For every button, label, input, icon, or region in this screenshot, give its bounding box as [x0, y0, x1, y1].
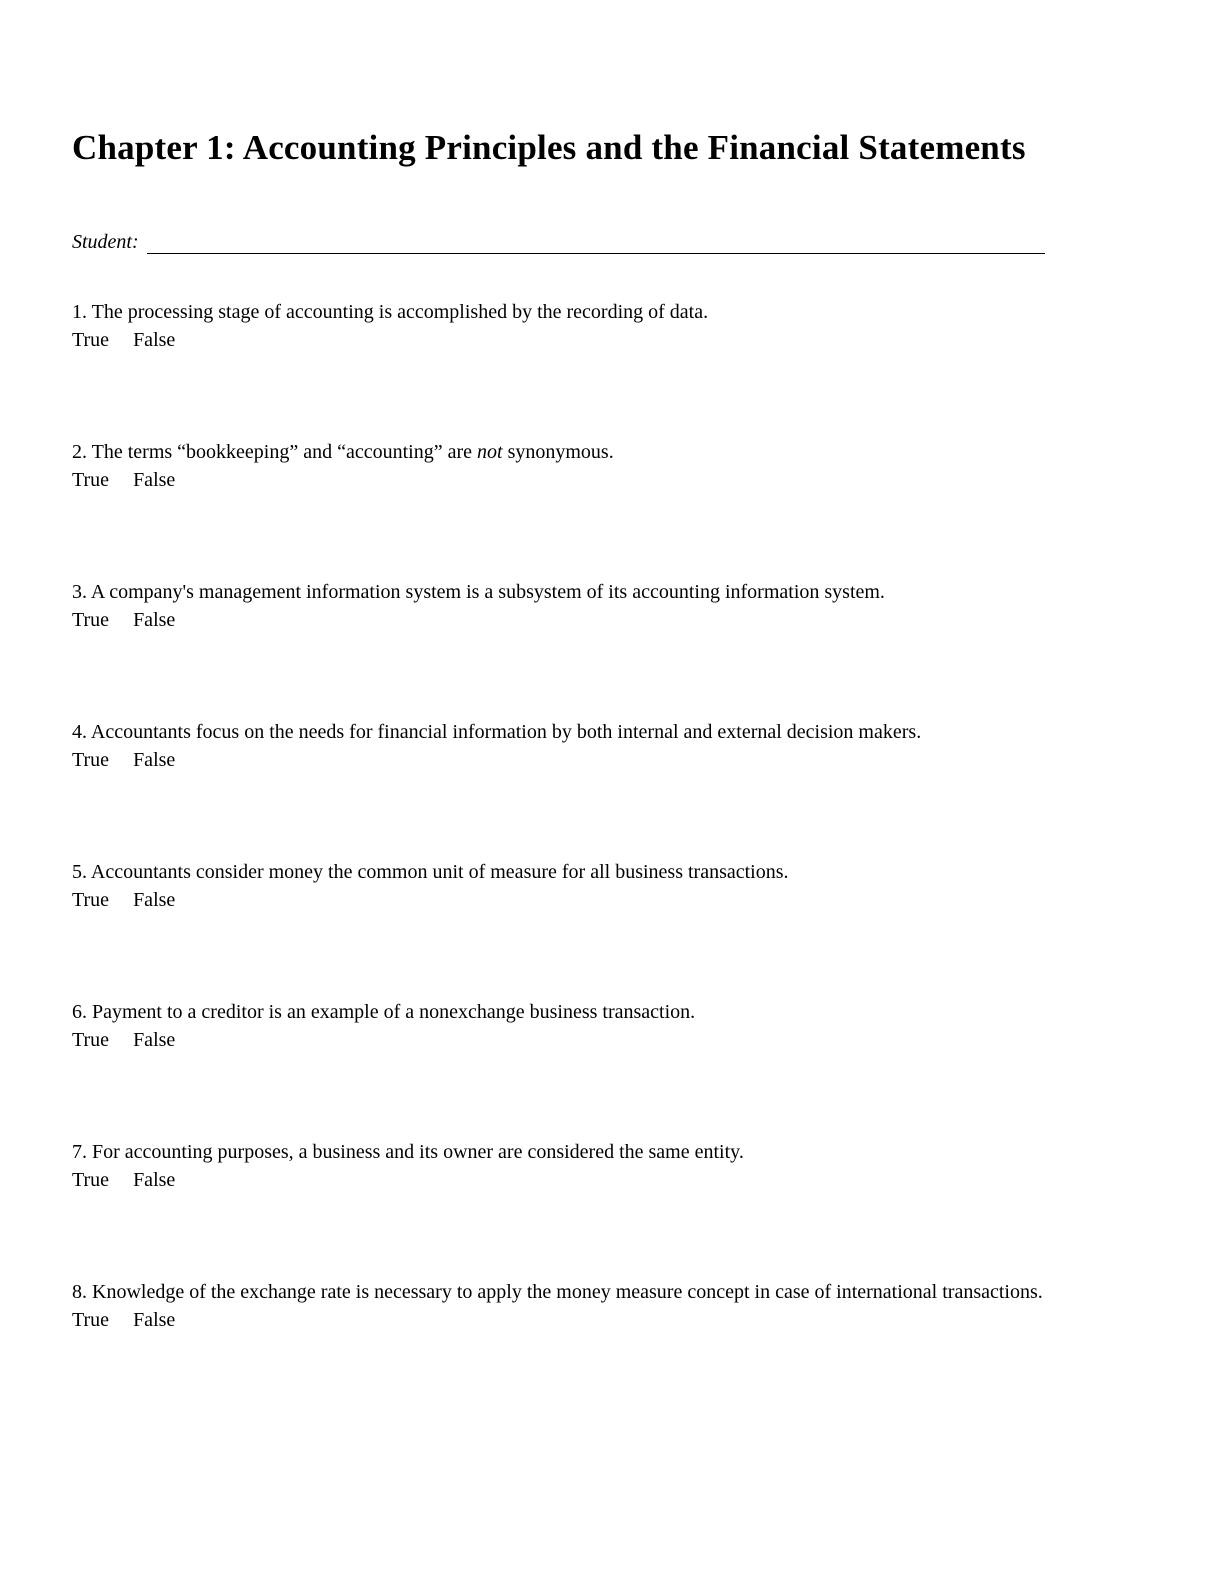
true-option[interactable]: True [72, 1029, 110, 1052]
question-text [72, 1278, 1140, 1306]
question-text [72, 998, 1140, 1026]
false-option[interactable]: False [133, 609, 176, 632]
false-option[interactable]: False [133, 889, 176, 912]
question-text [72, 578, 1140, 606]
question-block [72, 1138, 1140, 1194]
question-text [72, 298, 1140, 326]
false-option[interactable]: False [133, 1309, 176, 1332]
question-block [72, 578, 1140, 634]
question-text-pre: 6. Payment to a creditor is an example of a nonexchange business transaction. [72, 1001, 696, 1024]
question-block [72, 858, 1140, 914]
question-text [72, 858, 1140, 886]
answer-options-row [72, 466, 1140, 494]
true-option[interactable]: True [72, 469, 110, 492]
true-option[interactable]: True [72, 889, 110, 912]
question-text-pre: 8. Knowledge of the exchange rate is necessary to apply the money measure concept in case of international transactions. [72, 1281, 1043, 1304]
question-text [72, 1138, 1140, 1166]
question-text-pre: 7. For accounting purposes, a business and its owner are considered the same entity. [72, 1141, 744, 1164]
question-block [72, 298, 1140, 354]
questions-list [72, 298, 1140, 1334]
true-option[interactable]: True [72, 329, 110, 352]
answer-options-row [72, 606, 1140, 634]
question-text-italic: not [477, 441, 503, 464]
question-block [72, 1278, 1140, 1334]
false-option[interactable]: False [133, 469, 176, 492]
true-option[interactable]: True [72, 1309, 110, 1332]
answer-options-row [72, 746, 1140, 774]
student-label: Student: [72, 231, 139, 254]
true-option[interactable]: True [72, 749, 110, 772]
answer-options-row [72, 326, 1140, 354]
question-text [72, 718, 1140, 746]
page-title: Chapter 1: Accounting Principles and the Financial Statements [72, 128, 1026, 167]
answer-options-row [72, 1026, 1140, 1054]
question-block [72, 718, 1140, 774]
student-name-blank[interactable] [147, 230, 1045, 254]
question-text-post: synonymous. [502, 441, 614, 464]
true-option[interactable]: True [72, 609, 110, 632]
question-text-pre: 5. Accountants consider money the common unit of measure for all business transactions. [72, 861, 789, 884]
true-option[interactable]: True [72, 1169, 110, 1192]
answer-options-row [72, 886, 1140, 914]
false-option[interactable]: False [133, 1169, 176, 1192]
answer-options-row [72, 1166, 1140, 1194]
false-option[interactable]: False [133, 329, 176, 352]
question-text-pre: 2. The terms “bookkeeping” and “accounting” are [72, 441, 478, 464]
question-block [72, 998, 1140, 1054]
question-text-pre: 3. A company's management information system is a subsystem of its accounting information system. [72, 581, 885, 604]
student-name-row [72, 230, 1045, 254]
question-text-pre: 1. The processing stage of accounting is accomplished by the recording of data. [72, 301, 709, 324]
question-text [72, 438, 1140, 466]
false-option[interactable]: False [133, 1029, 176, 1052]
question-block [72, 438, 1140, 494]
answer-options-row [72, 1306, 1140, 1334]
question-text-pre: 4. Accountants focus on the needs for financial information by both internal and external decision makers. [72, 721, 922, 744]
false-option[interactable]: False [133, 749, 176, 772]
